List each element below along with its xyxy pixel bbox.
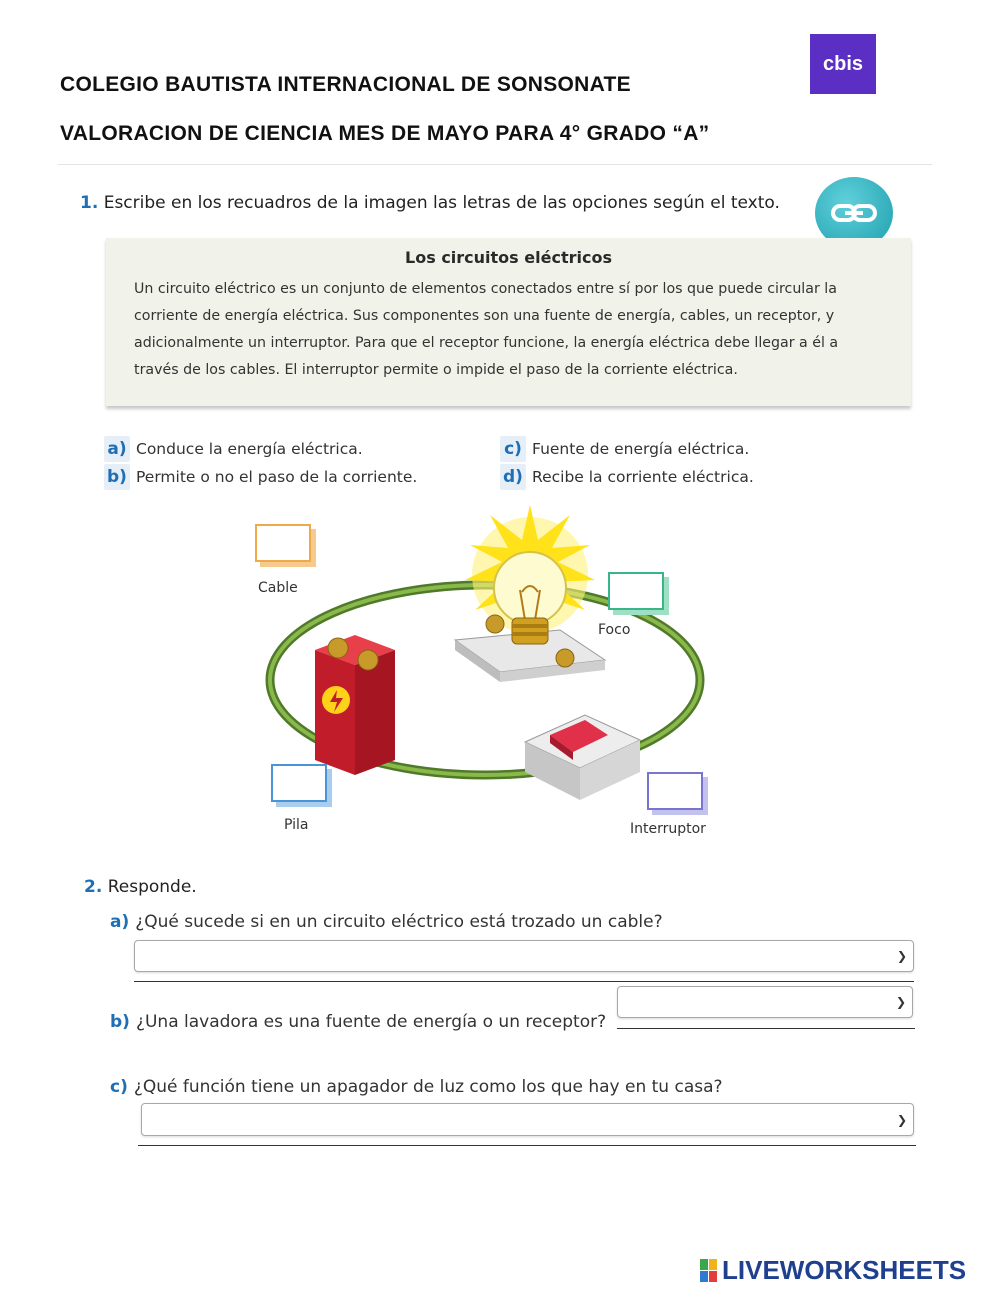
question-2c: [110, 1077, 723, 1097]
answer-box-foco[interactable]: [608, 572, 664, 610]
answer-box-cable[interactable]: [255, 524, 311, 562]
question-2a: [110, 912, 663, 932]
answer-dropdown-2b[interactable]: [617, 986, 913, 1018]
question-2c-letter: c): [110, 1077, 128, 1097]
logo-text: cbis: [822, 52, 864, 75]
chevron-down-icon: ❯: [896, 1112, 907, 1127]
reading-text: Un circuito eléctrico es un conjunto de elementos conectados entre sí por los que puede circular la corriente de energía eléctrica. Sus componentes son una fuente de energía, cables, un receptor, y adicionalmente un interruptor. Para que el receptor funcione, la energía eléctrica debe llegar a él a través de los cables. El interruptor permite o impide el paso de la corriente eléctrica.: [134, 281, 839, 378]
option-d: [500, 464, 754, 490]
page-title: VALORACION DE CIENCIA MES DE MAYO PARA 4° GRADO “A”: [60, 122, 710, 145]
option-a-text: Conduce la energía eléctrica.: [136, 440, 363, 458]
question-1-text: Escribe en los recuadros de la imagen las letras de las opciones según el texto.: [103, 193, 780, 213]
reading-box: [106, 238, 911, 406]
question-2b: [110, 1012, 606, 1032]
answer-dropdown-2c[interactable]: [141, 1103, 914, 1136]
option-c-text: Fuente de energía eléctrica.: [532, 440, 750, 458]
question-2c-text: ¿Qué función tiene un apagador de luz como los que hay en tu casa?: [133, 1077, 723, 1097]
option-a: [104, 436, 363, 462]
question-2-heading: [84, 877, 197, 897]
option-d-letter: d): [500, 464, 526, 490]
answer-line-2c: [138, 1145, 916, 1146]
option-b: [104, 464, 417, 490]
liveworksheets-logo: [700, 1255, 966, 1286]
cbis-logo: [810, 34, 876, 94]
footer-brand: LIVEWORKSHEETS: [722, 1255, 967, 1285]
option-b-letter: b): [104, 464, 130, 490]
question-1-number: 1.: [80, 193, 99, 213]
header-divider: [58, 164, 932, 165]
reading-title: Los circuitos eléctricos: [405, 248, 612, 267]
question-1-instruction: [80, 193, 780, 213]
option-a-letter: a): [104, 436, 130, 462]
school-name: COLEGIO BAUTISTA INTERNACIONAL DE SONSONATE: [60, 73, 631, 96]
label-foco: Foco: [598, 622, 631, 638]
chevron-down-icon: ❯: [896, 949, 907, 963]
label-interruptor: Interruptor: [630, 821, 706, 837]
option-c: [500, 436, 749, 462]
switch-icon: [525, 715, 640, 800]
option-d-text: Recibe la corriente eléctrica.: [532, 468, 754, 486]
option-c-letter: c): [500, 436, 526, 462]
question-2-title: Responde.: [107, 877, 197, 897]
answer-box-interruptor[interactable]: [647, 772, 703, 810]
answer-box-pila[interactable]: [271, 764, 327, 802]
question-2b-letter: b): [110, 1012, 130, 1032]
answer-line-2a: [134, 981, 914, 982]
question-2b-text: ¿Una lavadora es una fuente de energía o un receptor?: [135, 1012, 607, 1032]
liveworksheets-icon: [700, 1259, 718, 1283]
option-b-text: Permite o no el paso de la corriente.: [136, 468, 418, 486]
battery-icon: [315, 635, 395, 775]
chevron-down-icon: ❯: [895, 995, 906, 1009]
answer-dropdown-2a[interactable]: [134, 940, 914, 972]
question-2-number: 2.: [84, 877, 103, 897]
label-pila: Pila: [284, 817, 309, 833]
answer-line-2b: [617, 1028, 915, 1029]
question-2a-letter: a): [110, 912, 130, 932]
label-cable: Cable: [258, 580, 298, 596]
question-2a-text: ¿Qué sucede si en un circuito eléctrico está trozado un cable?: [135, 912, 663, 932]
